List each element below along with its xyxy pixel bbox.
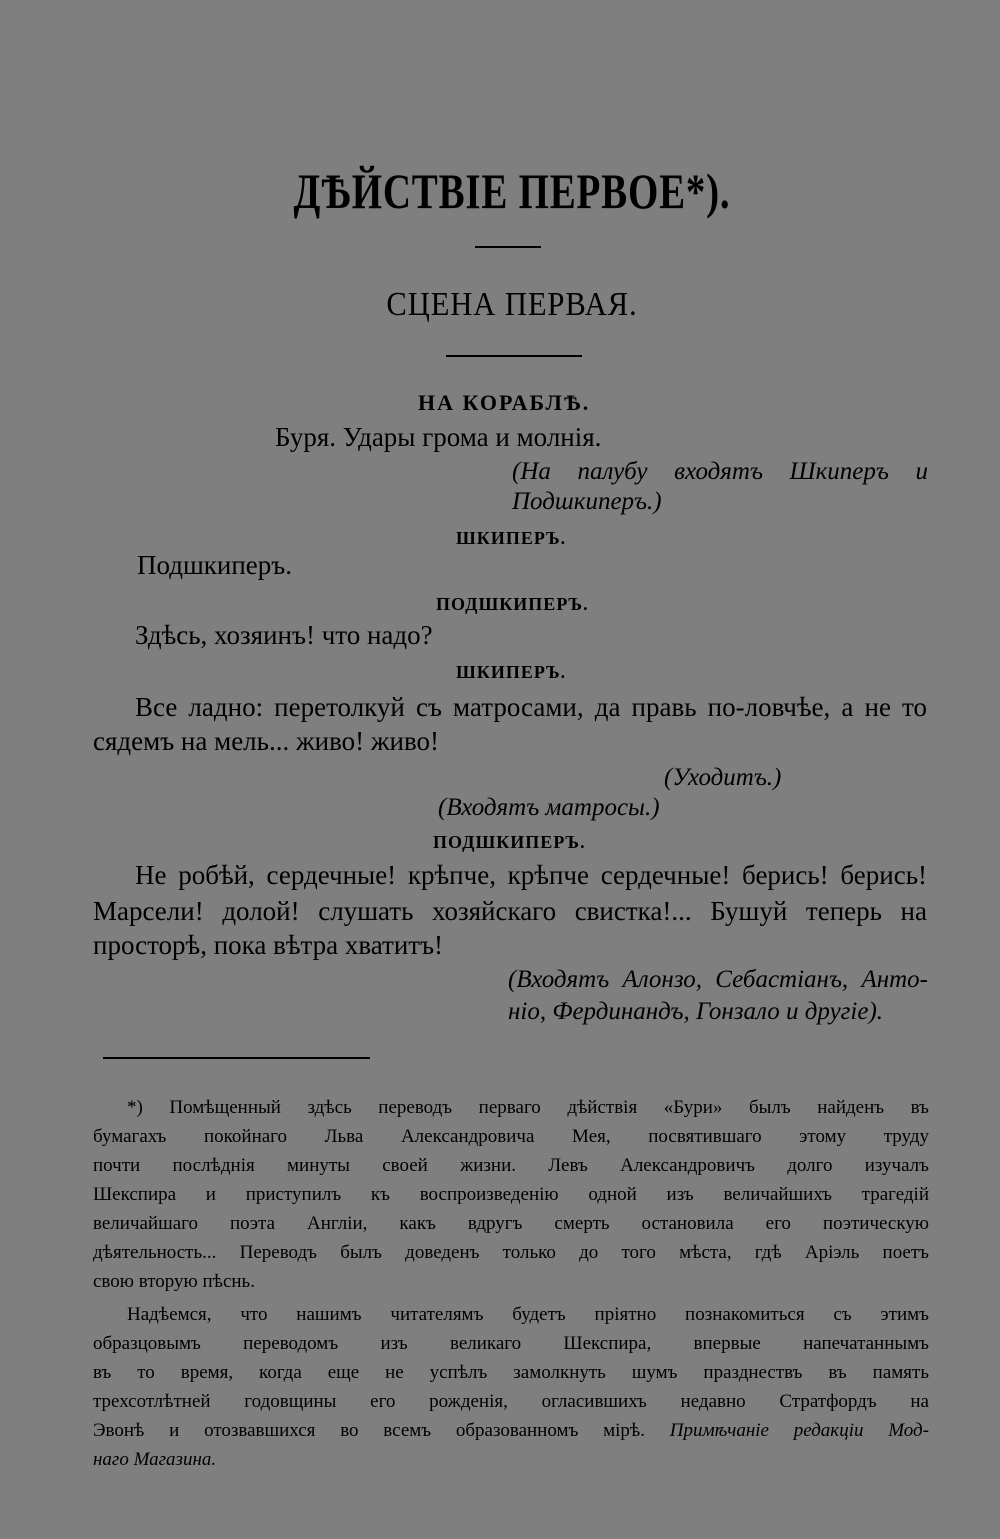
footnote-line: величайшаго поэта Англіи, какъ вдругъ смерть остановила его поэтическую (93, 1213, 929, 1234)
dialogue-line: Подшкиперъ. (137, 550, 292, 580)
stage-direction-exit: (Уходитъ.) (664, 764, 782, 791)
footnote-line: дѣятельность... Переводъ былъ доведенъ только до того мѣста, гдѣ Аріэль поетъ (93, 1242, 929, 1263)
speaker-name: ШКИПЕРЪ. (456, 662, 567, 682)
act-title: ДѢЙСТВІЕ ПЕРВОЕ*). (293, 163, 731, 219)
speaker-name: ШКИПЕРЪ. (456, 528, 567, 548)
dialogue-line: сядемъ на мель... живо! живо! (93, 726, 440, 756)
footnote-line: трехсотлѣтней годовщины его рожденія, огласившихъ недавно Стратфордъ на (93, 1391, 929, 1412)
stage-direction-enter-line: Подшкиперъ.) (512, 488, 662, 515)
dialogue-line: Здѣсь, хозяинъ! что надо? (135, 620, 433, 650)
footnote-text: Эвонѣ и отозвавшихся во всемъ образованномъ мірѣ. (93, 1420, 645, 1441)
footnote-line: Надѣемся, что нашимъ читателямъ будетъ пріятно познакомиться съ этимъ (127, 1304, 929, 1325)
title-divider (475, 246, 541, 248)
dialogue-line: Не робѣй, сердечные! крѣпче, крѣпче сердечные! берись! берись! (135, 860, 927, 890)
footnote-line (93, 1420, 929, 1442)
stage-direction-sailors: (Входятъ матросы.) (438, 794, 660, 821)
stage-direction-storm: Буря. Удары грома и молнія. (275, 422, 602, 452)
stage-direction-enter-line: (На палубу входятъ Шкиперъ и (512, 458, 928, 485)
stage-direction-enter-nobles: ніо, Фердинандъ, Гонзало и другіе). (508, 998, 884, 1025)
footnote-line: почти послѣднія минуты своей жизни. Левъ Александровичъ долго изучалъ (93, 1155, 929, 1176)
dialogue-line: просторѣ, пока вѣтра хватитъ! (93, 930, 444, 960)
dialogue-line: Марсели! долой! слушать хозяйскаго свистка!... Бушуй теперь на (93, 896, 927, 926)
stage-direction-enter-nobles: (Входятъ Алонзо, Себастіанъ, Анто- (508, 966, 928, 993)
footnote-line: Шекспира и приступилъ къ воспроизведенію одной изъ величайшихъ трагедій (93, 1184, 929, 1205)
scene-divider (446, 355, 582, 357)
editorial-note: наго Магазина. (93, 1449, 217, 1470)
setting-heading: НА КОРАБЛѢ. (418, 390, 591, 415)
footnote-line: *) Помѣщенный здѣсь переводъ перваго дѣйствія «Бури» былъ найденъ въ (127, 1097, 929, 1118)
dialogue-line: Все ладно: перетолкуй съ матросами, да правь по-ловчѣе, а не то (135, 692, 927, 722)
footnote-line: свою вторую пѣснь. (93, 1271, 255, 1292)
scene-title: СЦЕНА ПЕРВАЯ. (386, 286, 638, 323)
speaker-name: ПОДШКИПЕРЪ. (436, 594, 589, 614)
editorial-note: Примѣчаніе редакціи Мод- (669, 1420, 929, 1441)
footnote-divider (103, 1057, 370, 1059)
footnote-line: въ то время, когда еще не успѣлъ замолкнуть шумъ празднествъ въ память (93, 1362, 929, 1383)
footnote-line: бумагахъ покойнаго Льва Александровича Мея, посвятившаго этому труду (93, 1126, 929, 1147)
speaker-name: ПОДШКИПЕРЪ. (433, 832, 586, 852)
footnote-line: образцовымъ переводомъ изъ великаго Шекспира, впервые напечатаннымъ (93, 1333, 929, 1354)
